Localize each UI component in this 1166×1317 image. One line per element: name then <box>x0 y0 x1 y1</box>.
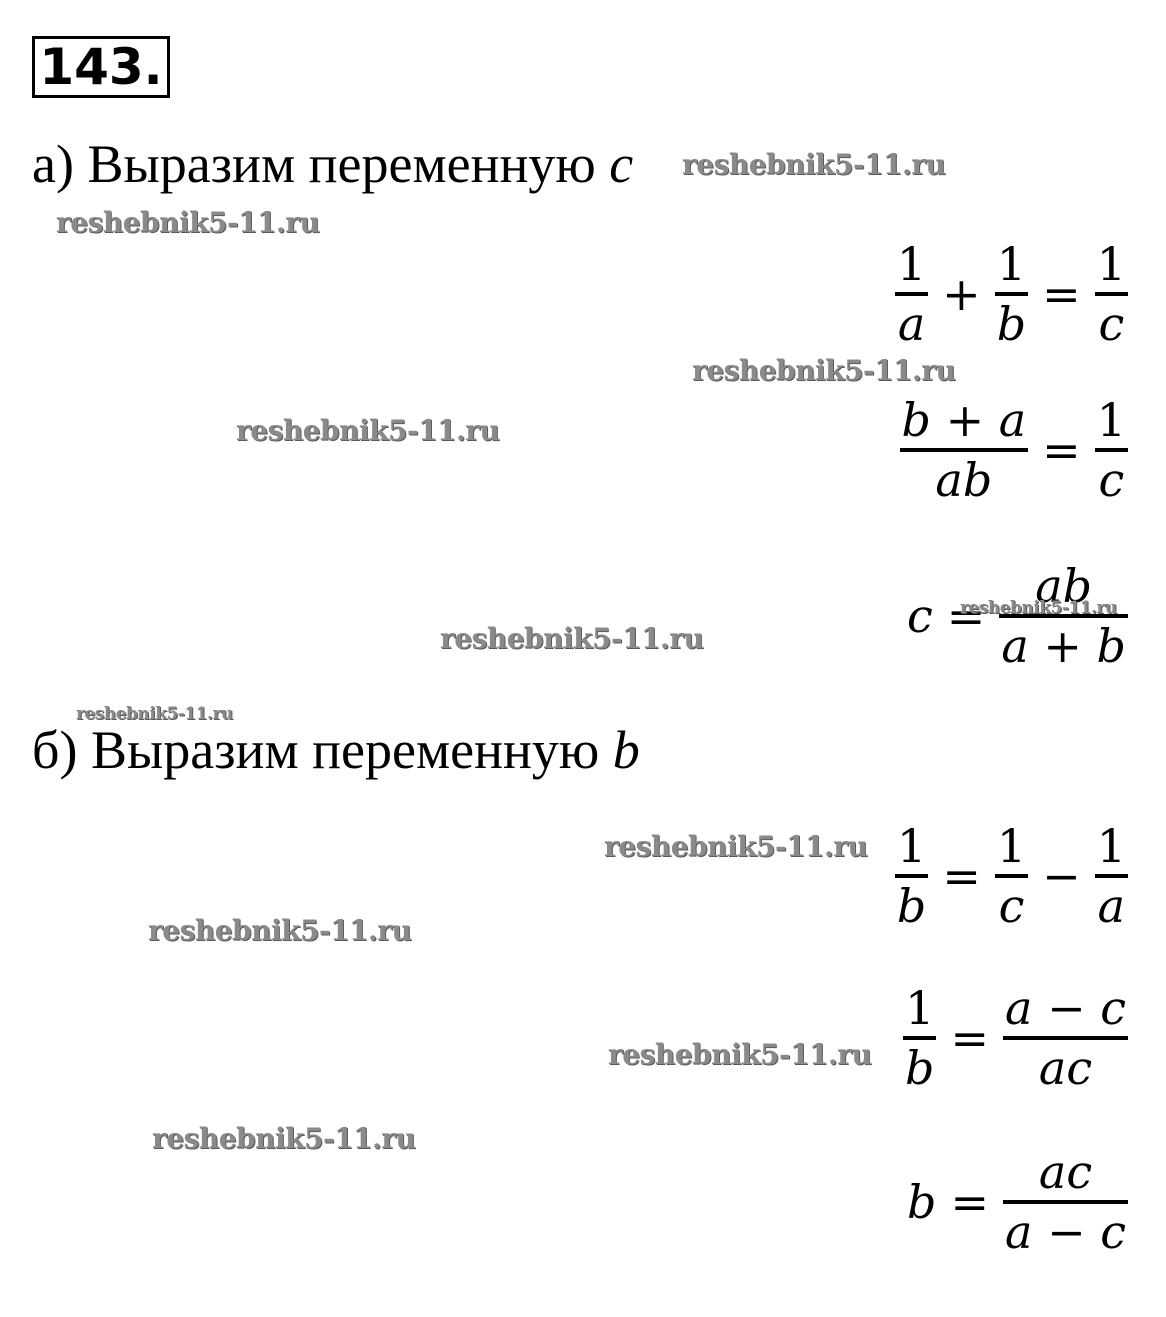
equals-sign: = <box>946 589 986 643</box>
watermark: reshebnik5-11.ru <box>236 414 500 447</box>
watermark: reshebnik5-11.ru <box>148 914 412 947</box>
watermark: reshebnik5-11.ru <box>682 148 946 181</box>
equation-b3 <box>907 1144 1128 1260</box>
denominator: b <box>905 1041 935 1095</box>
fraction <box>895 818 928 934</box>
denominator: a <box>1097 879 1126 933</box>
numerator: b + a <box>901 393 1027 447</box>
equals-sign: = <box>1042 423 1081 477</box>
minus-sign: − <box>1042 849 1081 903</box>
part-b-label: б) Выразим переменную <box>32 720 600 780</box>
watermark: reshebnik5-11.ru <box>56 206 320 239</box>
fraction <box>900 392 1029 508</box>
equation-b1 <box>895 818 1128 934</box>
fraction <box>1095 818 1128 934</box>
fraction <box>1003 980 1128 1096</box>
equation-a2 <box>900 392 1129 508</box>
equals-sign: = <box>950 1175 990 1229</box>
denominator: c <box>1098 297 1125 351</box>
lhs-variable: c <box>907 589 933 643</box>
denominator: a <box>897 297 926 351</box>
numerator: 1 <box>905 981 935 1035</box>
part-b-variable: b <box>612 720 640 780</box>
fraction <box>903 980 936 1096</box>
numerator: 1 <box>896 819 927 873</box>
lhs-variable: b <box>907 1175 937 1229</box>
part-a-label: а) Выразим переменную <box>32 134 596 194</box>
numerator: a − c <box>1005 981 1126 1035</box>
part-b-heading <box>32 720 640 780</box>
numerator: ac <box>1038 1145 1093 1199</box>
denominator: b <box>896 879 927 933</box>
part-a-variable: c <box>609 134 634 194</box>
fraction <box>895 236 928 352</box>
equals-sign: = <box>1042 267 1081 321</box>
equals-sign: = <box>950 1011 990 1065</box>
fraction <box>995 236 1028 352</box>
fraction <box>1095 392 1128 508</box>
equals-sign: = <box>942 849 981 903</box>
denominator: ac <box>1038 1041 1093 1095</box>
watermark: reshebnik5-11.ru <box>604 830 868 863</box>
fraction <box>1095 236 1128 352</box>
watermark: reshebnik5-11.ru <box>608 1038 872 1071</box>
denominator: a − c <box>1005 1205 1126 1259</box>
watermark: reshebnik5-11.ru <box>76 704 233 724</box>
part-a-heading <box>32 134 633 194</box>
watermark: reshebnik5-11.ru <box>440 622 704 655</box>
fraction <box>1003 1144 1128 1260</box>
numerator: 1 <box>996 237 1027 291</box>
plus-sign: + <box>942 267 981 321</box>
numerator: ab <box>1035 559 1093 613</box>
fraction <box>995 818 1028 934</box>
denominator: c <box>998 879 1025 933</box>
watermark: reshebnik5-11.ru <box>692 354 956 387</box>
numerator: 1 <box>1096 819 1126 873</box>
numerator: 1 <box>1096 237 1126 291</box>
denominator: a + b <box>1001 619 1126 673</box>
denominator: ab <box>935 453 993 507</box>
watermark: reshebnik5-11.ru <box>152 1122 416 1155</box>
equation-a1 <box>895 236 1128 352</box>
task-number: 143. <box>32 36 170 98</box>
numerator: 1 <box>896 237 927 291</box>
watermark: reshebnik5-11.ru <box>960 598 1117 618</box>
denominator: b <box>996 297 1027 351</box>
denominator: c <box>1098 453 1125 507</box>
equation-b2 <box>903 980 1128 1096</box>
numerator: 1 <box>1096 393 1126 447</box>
numerator: 1 <box>996 819 1027 873</box>
